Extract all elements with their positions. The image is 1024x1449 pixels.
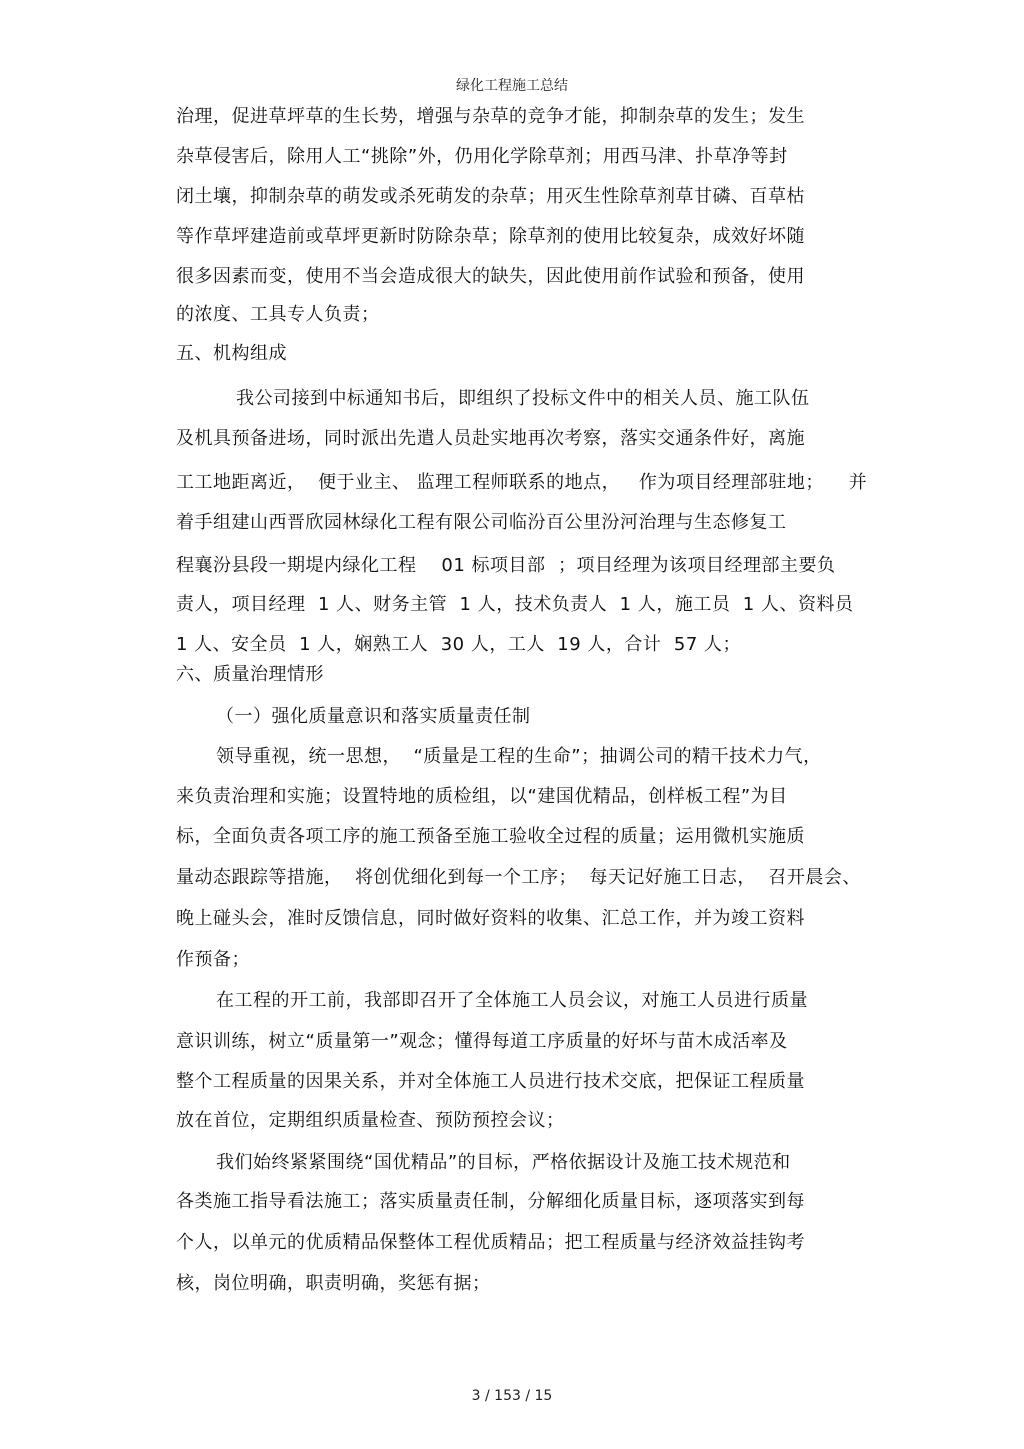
text-line: 及机具预备进场，同时派出先遣人员赴实地再次考察，落实交通条件好，离施 <box>176 428 805 449</box>
page-number: 3 / 153 / 15 <box>471 1388 553 1404</box>
text-line: 杂草侵害后，除用人工“挑除”外，仍用化学除草剂；用西马津、扑草净等封 <box>176 146 788 167</box>
text-line: 工工地距离近， 便于业主、 监理工程师联系的地点， 作为项目经理部驻地； 并 <box>176 472 868 493</box>
subsection-heading: （一）强化质量意识和落实质量责任制 <box>216 706 531 727</box>
text-line: 作预备； <box>176 949 250 970</box>
text-line: 晚上碰头会，准时反馈信息，同时做好资料的收集、汇总工作，并为竣工资料 <box>176 908 805 929</box>
text-line: 意识训练，树立“质量第一”观念；懂得每道工序质量的好坏与苗木成活率及 <box>176 1031 788 1052</box>
text-line: 我们始终紧紧围绕“国优精品”的目标，严格依据设计及施工技术规范和 <box>216 1152 791 1173</box>
text-line: 1 人、安全员 1 人，娴熟工人 30 人，工人 19 人，合计 57 人； <box>176 634 741 655</box>
text-line: 我公司接到中标通知书后，即组织了投标文件中的相关人员、施工队伍 <box>236 388 810 409</box>
text-line: 个人，以单元的优质精品保整体工程优质精品；把工程质量与经济效益挂钩考 <box>176 1232 805 1253</box>
text-line: 放在首位，定期组织质量检查、预防预控会议； <box>176 1110 565 1131</box>
text-line: 治理，促进草坪草的生长势，增强与杂草的竞争才能，抑制杂草的发生；发生 <box>176 106 805 127</box>
text-line: 着手组建山西晋欣园林绿化工程有限公司临汾百公里汾河治理与生态修复工 <box>176 512 787 533</box>
text-line: 核，岗位明确，职责明确，奖惩有据； <box>176 1273 491 1294</box>
text-line: 在工程的开工前，我部即召开了全体施工人员会议，对施工人员进行质量 <box>216 990 808 1011</box>
text-line: 很多因素而变，使用不当会造成很大的缺失，因此使用前作试验和预备，使用 <box>176 266 805 287</box>
text-line: 标，全面负责各项工序的施工预备至施工验收全过程的质量；运用微机实施质 <box>176 826 805 847</box>
text-line: 程襄汾县段一期堤内绿化工程 01 标项目部 ；项目经理为该项目经理部主要负 <box>176 555 836 576</box>
text-line: 量动态跟踪等措施， 将创优细化到每一个工序； 每天记好施工日志， 召开晨会、 <box>176 867 861 888</box>
text-line: 的浓度、工具专人负责； <box>176 304 380 325</box>
text-line: 领导重视，统一思想， “质量是工程的生命”；抽调公司的精干技术力气， <box>216 746 822 767</box>
text-line: 闭土壤，抑制杂草的萌发或杀死萌发的杂草；用灭生性除草剂草甘磷、百草枯 <box>176 186 805 207</box>
text-line: 各类施工指导看法施工；落实质量责任制，分解细化质量目标，逐项落实到每 <box>176 1191 805 1212</box>
section-heading: 五、机构组成 <box>176 343 287 364</box>
section-heading: 六、质量治理情形 <box>176 664 324 685</box>
text-line: 责人，项目经理 1 人、财务主管 1 人，技术负责人 1 人，施工员 1 人、资料员 <box>176 594 854 615</box>
page-header-title: 绿化工程施工总结 <box>456 78 568 94</box>
text-line: 来负责治理和实施；设置特地的质检组，以“建国优精品，创样板工程”为目 <box>176 786 788 807</box>
text-line: 等作草坪建造前或草坪更新时防除杂草；除草剂的使用比较复杂，成效好坏随 <box>176 226 805 247</box>
text-line: 整个工程质量的因果关系，并对全体施工人员进行技术交底，把保证工程质量 <box>176 1071 805 1092</box>
